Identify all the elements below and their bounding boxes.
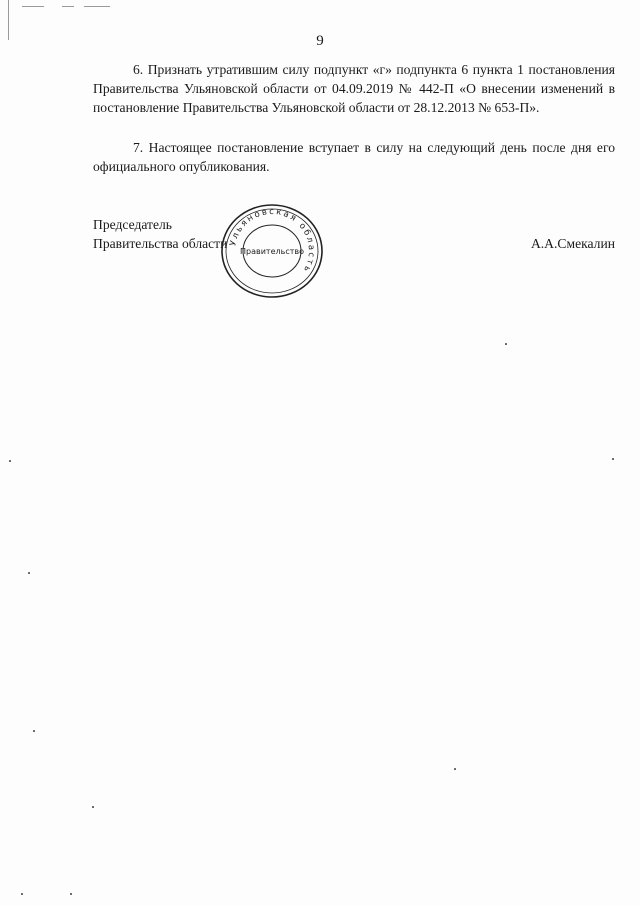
scan-speck <box>612 458 614 460</box>
signatory-title-line1: Председатель <box>93 217 172 232</box>
scan-speck <box>9 460 11 462</box>
scan-edge-mark <box>84 6 110 7</box>
scan-speck <box>505 343 507 345</box>
signatory-name: А.А.Смекалин <box>530 236 615 251</box>
scan-speck <box>21 893 23 895</box>
svg-text:Ульяновская область <box>228 207 316 275</box>
scan-speck <box>454 768 456 770</box>
scan-speck <box>92 806 94 808</box>
scan-speck <box>70 893 72 895</box>
scan-edge-mark <box>22 6 44 7</box>
signatory-title-line2: Правительства области <box>93 236 228 251</box>
scan-edge-mark <box>62 6 74 7</box>
scan-speck <box>28 572 30 574</box>
scan-speck <box>33 730 35 732</box>
paragraph-7: 7. Настоящее постановление вступает в силу на следующий день после дня его официального опубликования. <box>93 140 615 174</box>
seal-ring-text: Ульяновская область <box>228 206 317 275</box>
page-number: 9 <box>316 33 324 49</box>
seal-center-text: Правительство <box>240 247 304 256</box>
official-seal <box>216 200 328 302</box>
paragraph-6: 6. Признать утратившим силу подпункт «г» подпункта 6 пункта 1 постановления Правительства Ульяновской области от 04.09.2019 № 442-П «О внесении изменений в постановление Правительства Ульяновской области от 28.12.2013 № 653-П». <box>93 62 615 115</box>
